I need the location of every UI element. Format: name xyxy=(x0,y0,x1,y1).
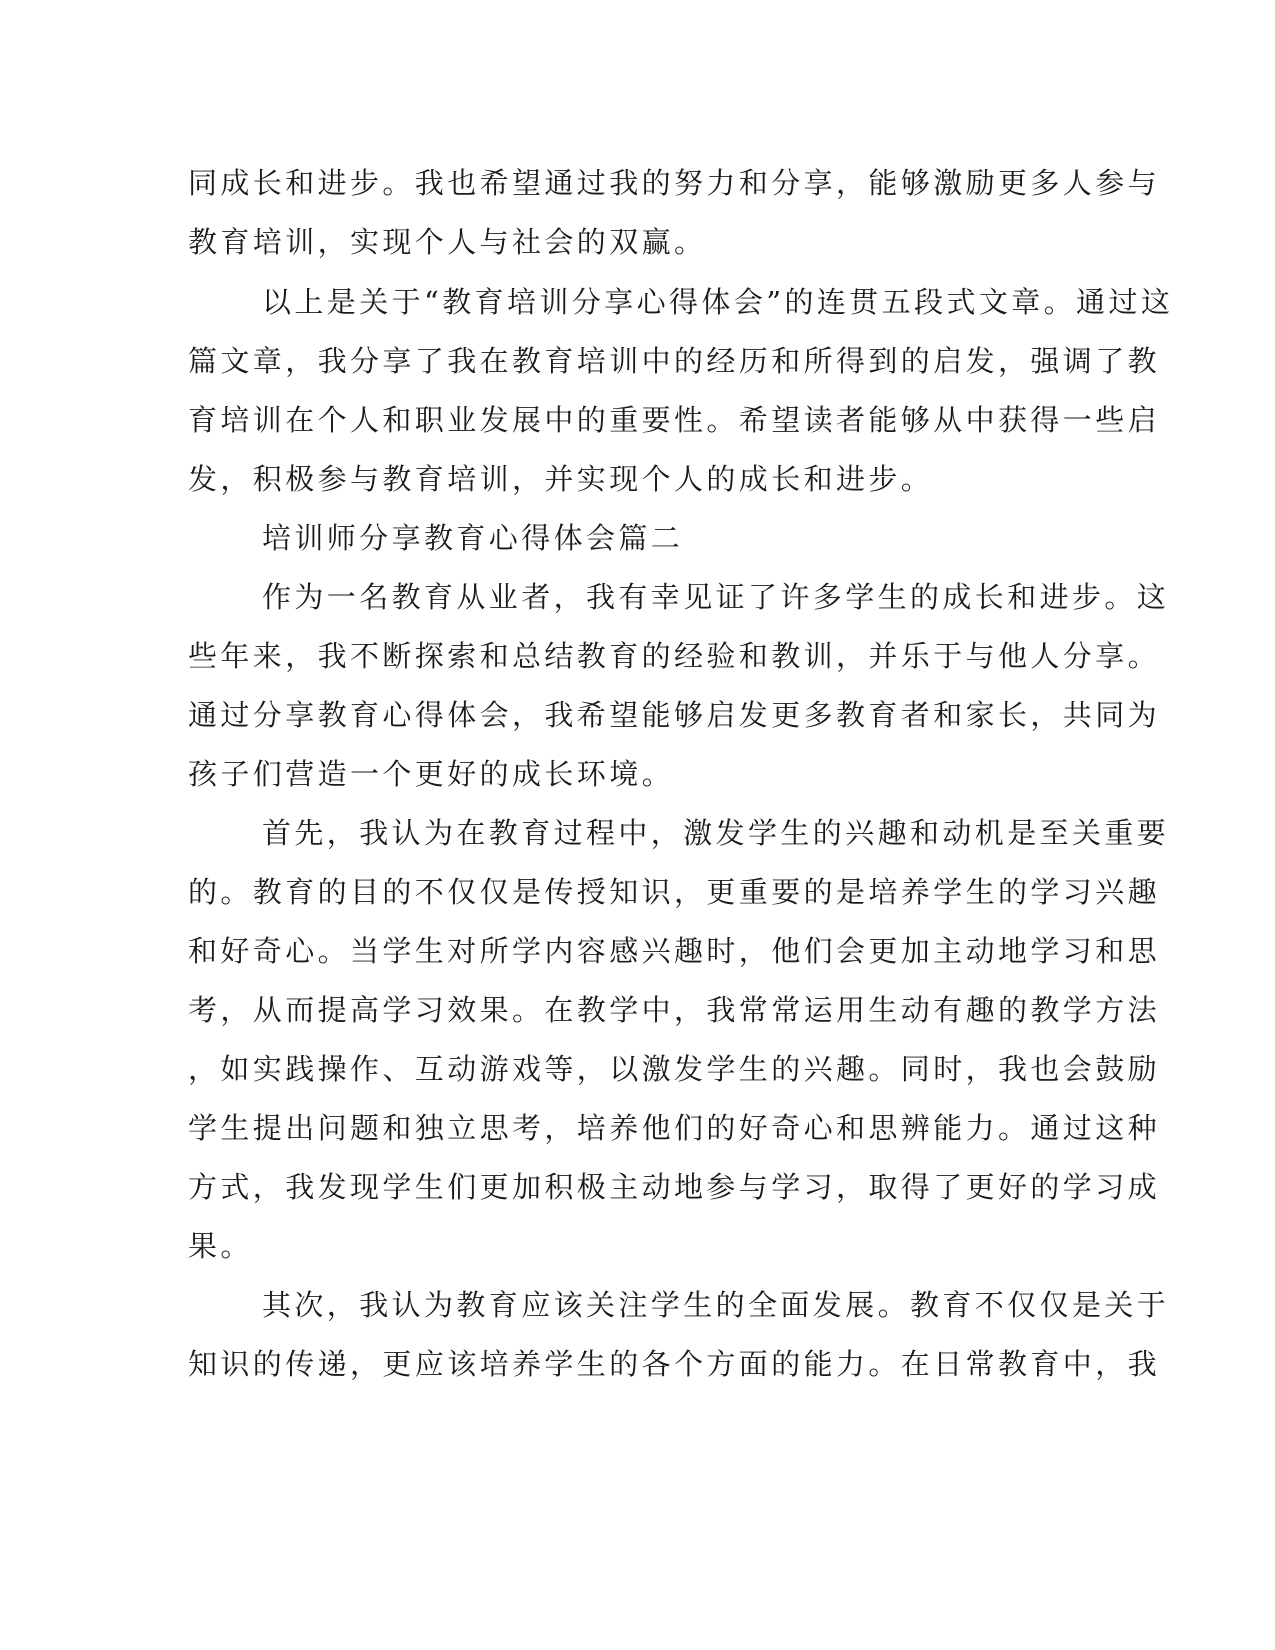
paragraph-first-line: 以上是关于“教育培训分享心得体会”的连贯五段式文章。通过这 xyxy=(262,285,1174,319)
paragraph-first-line: 首先，我认为在教育过程中，激发学生的兴趣和动机是至关重要 xyxy=(262,816,1170,850)
text-line: 些年来，我不断探索和总结教育的经验和教训，并乐于与他人分享。 xyxy=(188,639,1161,673)
text-line: 发，积极参与教育培训，并实现个人的成长和进步。 xyxy=(188,462,934,496)
text-line: 果。 xyxy=(188,1229,253,1263)
text-line: 知识的传递，更应该培养学生的各个方面的能力。在日常教育中，我 xyxy=(188,1347,1161,1381)
text-line: 篇文章，我分享了我在教育培训中的经历和所得到的启发，强调了教 xyxy=(188,344,1161,378)
text-line: 育培训在个人和职业发展中的重要性。希望读者能够从中获得一些启 xyxy=(188,403,1161,437)
text-line: 的。教育的目的不仅仅是传授知识，更重要的是培养学生的学习兴趣 xyxy=(188,875,1161,909)
text-line: 通过分享教育心得体会，我希望能够启发更多教育者和家长，共同为 xyxy=(188,698,1161,732)
text-line: 和好奇心。当学生对所学内容感兴趣时，他们会更加主动地学习和思 xyxy=(188,934,1161,968)
text-line: 同成长和进步。我也希望通过我的努力和分享，能够激励更多人参与 xyxy=(188,166,1161,200)
text-line: 孩子们营造一个更好的成长环境。 xyxy=(188,757,675,791)
paragraph-first-line: 其次，我认为教育应该关注学生的全面发展。教育不仅仅是关于 xyxy=(262,1288,1170,1322)
text-line: 学生提出问题和独立思考，培养他们的好奇心和思辨能力。通过这种 xyxy=(188,1111,1161,1145)
paragraph-first-line: 作为一名教育从业者，我有幸见证了许多学生的成长和进步。这 xyxy=(262,580,1170,614)
text-line: ，如实践操作、互动游戏等，以激发学生的兴趣。同时，我也会鼓励 xyxy=(188,1052,1161,1086)
text-line: 方式，我发现学生们更加积极主动地参与学习，取得了更好的学习成 xyxy=(188,1170,1161,1204)
text-line: 教育培训，实现个人与社会的双赢。 xyxy=(188,225,707,259)
section-heading: 培训师分享教育心得体会篇二 xyxy=(262,521,684,555)
text-line: 考，从而提高学习效果。在教学中，我常常运用生动有趣的教学方法 xyxy=(188,993,1161,1027)
